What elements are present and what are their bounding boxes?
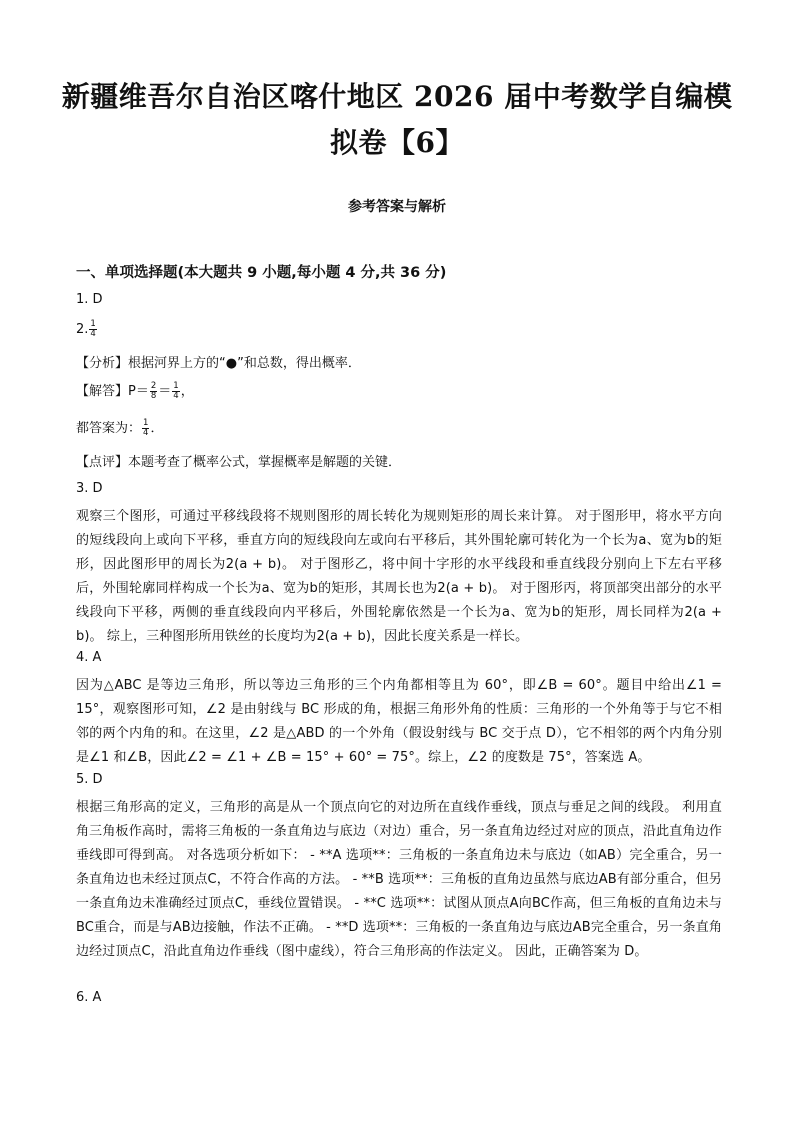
q3-explanation: 观察三个图形，可通过平移线段将不规则图形的周长转化为规则矩形的周长来计算。 对于图形甲，将水平方向的短线段向上或向下平移，垂直方向的短线段向左或向右平移后，其外围轮廓可转化为一个长为a、宽为b的矩形，因此图形甲的周长为2(a + b)。 对于图形乙，将中间十字形的水平线段和垂直线段分别向上下左右平移后，外围轮廓同样构成一个长为a、宽为b的矩形，其周长也为2(a + b)。 对于图形丙，将顶部突出部分的水平线段向下平移，两侧的垂直线段向内平移后，外围轮廓依然是一个长为a、宽为b的矩形，周长同样为2(a + b)。 综上，三种图形所用铁丝的长度均为2(a + b)，因此长度关系是一样长。 — [76, 509, 722, 644]
q4-explanation: 因为△ABC 是等边三角形，所以等边三角形的三个内角都相等且为 60°，即∠B = 60°。题目中给出∠1 = 15°，观察图形可知，∠2 是由射线与 BC 形成的角，根据三角形外角的性质：三角形的一个外角等于与它不相邻的两个内角的和。在这里，∠2 是△ABD 的一个外角（假设射线与 BC 交于点 D），它不相邻的两个内角分别是∠1 和∠B，因此∠2 = ∠1 + ∠B = 15° + 60° = 75°。综上，∠2 的度数是 75°，答案选 A。 — [76, 678, 722, 765]
q2-comment: 【点评】本题考查了概率公式，掌握概率是解题的关键． — [76, 455, 402, 470]
final-fraction: $\frac{1}{4}$ — [143, 418, 149, 438]
q2-answer-fraction: $\frac{1}{4}$ — [90, 319, 96, 339]
q2-answer — [76, 320, 98, 339]
document-title: 新疆维吾尔自治区喀什地区 2026 届中考数学自编模拟卷【6】 — [61, 80, 733, 159]
q4-answer: 4. A — [76, 650, 102, 665]
section-heading: 一、单项选择题(本大题共 9 小题,每小题 4 分,共 36 分) — [76, 265, 447, 281]
q2-final-answer: 都答案为： $\frac{1}{4}$ ． — [76, 418, 164, 438]
fraction-1-4: $\frac{1}{4}$ — [173, 381, 179, 401]
q1-answer: 1. D — [76, 292, 103, 307]
q6-answer: 6. A — [76, 990, 102, 1005]
q2-label: 2. — [76, 322, 89, 337]
q5-explanation: 根据三角形高的定义，三角形的高是从一个顶点向它的对边所在直线作垂线，顶点与垂足之间的线段。 利用直角三角板作高时，需将三角板的一条直角边与底边（对边）重合，另一条直角边经过对应的顶点，沿此直角边作垂线即可得到高。 对各选项分析如下： - **A 选项**：三角板的一条直角边未与底边（如AB）完全重合，另一条直角边也未经过顶点C，不符合作高的方法。 - **B 选项**：三角板的直角边虽然与底边AB有部分重合，但另一条直角边未准确经过顶点C，垂线位置错误。 - **C 选项**：试图从顶点A向BC作高，但三角板的直角边未与BC重合，而是与AB边接触，作法不正确。 - **D 选项**：三角板的一条直角边与底边AB完全重合，另一条直角边经过顶点C，沿此直角边作垂线（图中虚线），符合三角形高的作法定义。 因此，正确答案为 D。 — [76, 800, 722, 959]
document-subtitle: 参考答案与解析 — [348, 199, 446, 215]
q2-analysis: 【分析】根据河界上方的“●”和总数，得出概率． — [76, 356, 361, 371]
fraction-2-8: $\frac{2}{8}$ — [150, 381, 157, 401]
q5-answer: 5. D — [76, 772, 103, 787]
q2-solution: 【解答】P＝ $\frac{2}{8}$ ＝ $\frac{1}{4}$ ， — [76, 381, 194, 401]
q3-answer: 3. D — [76, 481, 103, 496]
